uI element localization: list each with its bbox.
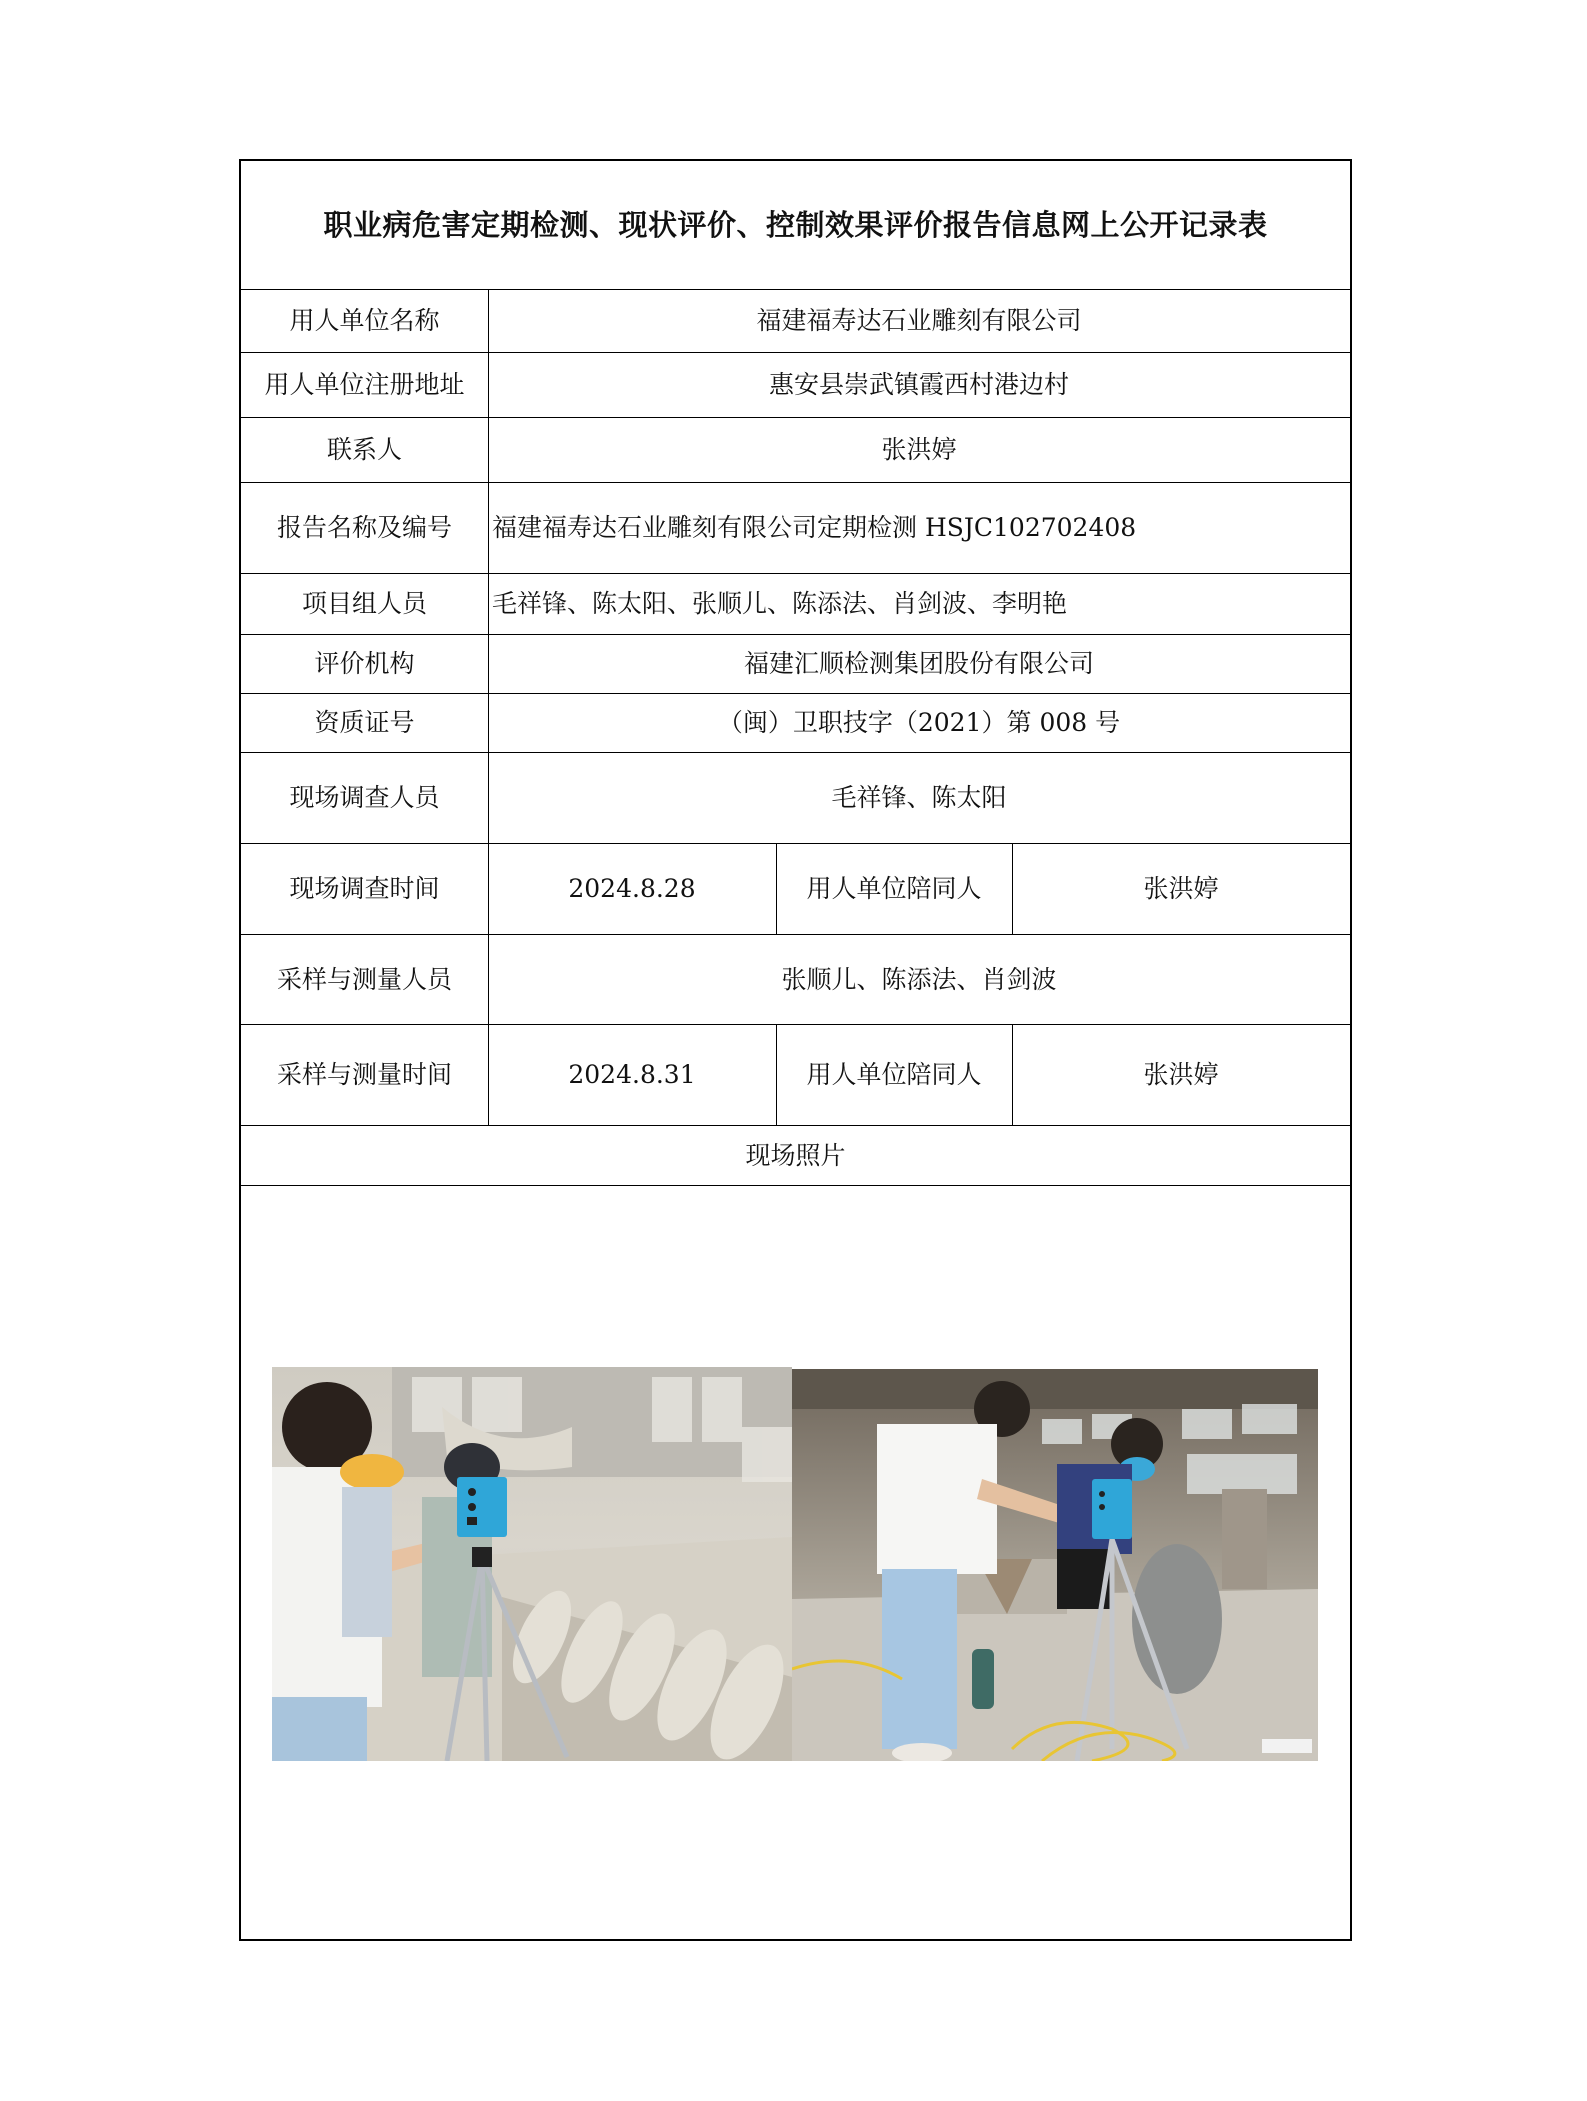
sampling-accompany-value: 张洪婷 [1143,1060,1219,1089]
row-divider [241,1185,1350,1186]
survey-time-label: 现场调查时间 [289,874,440,903]
contact-value: 张洪婷 [881,435,957,464]
sampling-staff-label: 采样与测量人员 [276,964,452,994]
project-team-label: 项目组人员 [301,589,427,618]
evaluation-org-label: 评价机构 [314,649,415,678]
employer-address-label: 用人单位注册地址 [264,370,465,399]
evaluation-org-value: 福建汇顺检测集团股份有限公司 [743,649,1094,678]
employer-address-value: 惠安县崇武镇霞西村港边村 [768,370,1069,399]
page-title: 职业病危害定期检测、现状评价、控制效果评价报告信息网上公开记录表 [323,207,1268,242]
qualification-no-value: （闽）卫职技字（2021）第 008 号 [717,708,1121,737]
report-name-value: 福建福寿达石业雕刻有限公司定期检测 HSJC102702408 [492,513,1137,542]
survey-time-value: 2024.8.28 [568,874,696,903]
survey-accompany-value: 张洪婷 [1143,874,1219,903]
survey-staff-label: 现场调查人员 [289,783,440,812]
report-name-label: 报告名称及编号 [276,513,452,542]
site-photos-header: 现场照片 [745,1140,846,1170]
contact-label: 联系人 [326,435,402,464]
site-photo-1 [272,1367,792,1761]
project-team-value: 毛祥锋、陈太阳、张顺儿、陈添法、肖剑波、李明艳 [492,589,1068,618]
sampling-time-label: 采样与测量时间 [276,1060,452,1089]
sampling-staff-value: 张顺儿、陈添法、肖剑波 [781,964,1057,994]
employer-name-value: 福建福寿达石业雕刻有限公司 [756,306,1082,335]
survey-staff-value: 毛祥锋、陈太阳 [831,783,1007,812]
sampling-accompany-label: 用人单位陪同人 [806,1060,982,1089]
employer-name-label: 用人单位名称 [289,306,440,335]
sampling-time-value: 2024.8.31 [568,1060,696,1089]
qualification-no-label: 资质证号 [314,708,415,737]
site-photo-2 [792,1369,1318,1761]
survey-accompany-label: 用人单位陪同人 [806,874,982,903]
